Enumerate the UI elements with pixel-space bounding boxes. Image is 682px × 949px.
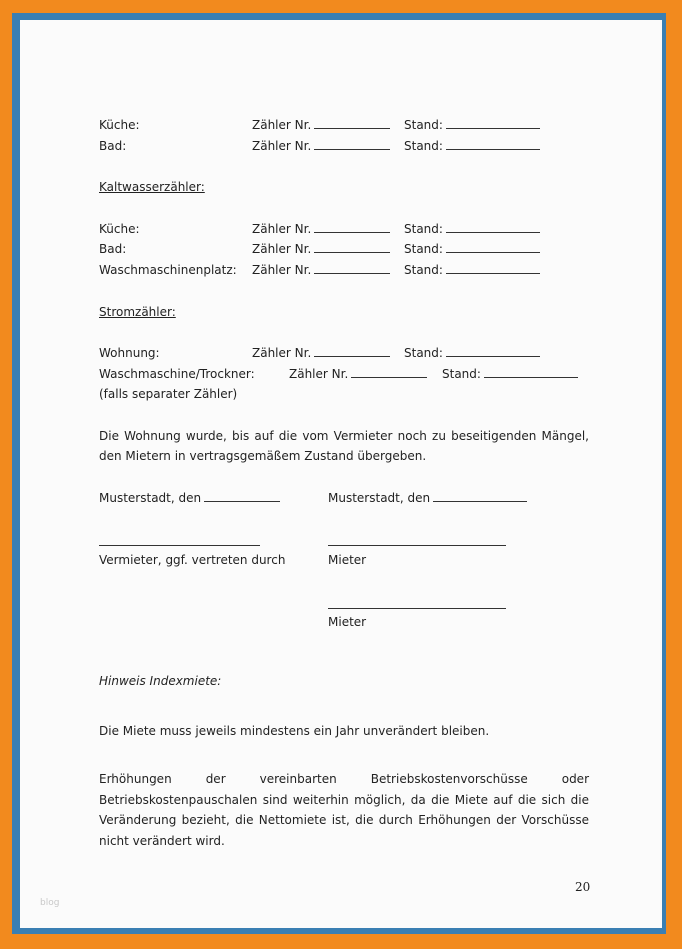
signature-line-mieter-1 bbox=[328, 544, 506, 546]
meter-reading: Stand: bbox=[404, 219, 540, 239]
meter-reading: Stand: bbox=[404, 343, 540, 363]
signature-line-mieter-2 bbox=[328, 607, 506, 609]
meter-note: (falls separater Zähler) bbox=[99, 387, 238, 401]
signature-place-left: Musterstadt, den bbox=[99, 488, 280, 508]
meter-reading: Stand: bbox=[404, 115, 540, 135]
meter-label: Waschmaschinenplatz: bbox=[99, 263, 237, 277]
page-number: 20 bbox=[575, 880, 591, 894]
meter-reading: Stand: bbox=[404, 136, 540, 156]
meter-number: Zähler Nr. bbox=[252, 239, 390, 259]
meter-number: Zähler Nr. bbox=[252, 343, 390, 363]
hinweis-paragraph-2: Erhöhungen der vereinbarten Betriebskostenvorschüsse oder Betriebskostenpauschalen sind weiterhin möglich, da die Miete auf die sich die Veränderung bezieht, die Nettomiete ist, die durch Erhöhungen der Vorschüsse nicht verändert wird. bbox=[99, 772, 589, 848]
signature-place-right: Musterstadt, den bbox=[328, 488, 527, 508]
hinweis-paragraph-1: Die Miete muss jeweils mindestens ein Jahr unverändert bleiben. bbox=[99, 724, 490, 738]
hinweis-heading: Hinweis Indexmiete: bbox=[99, 674, 222, 688]
meter-reading: Stand: bbox=[404, 260, 540, 280]
meter-number: Zähler Nr. bbox=[289, 364, 427, 384]
meter-reading: Stand: bbox=[442, 364, 578, 384]
signature-label-vermieter: Vermieter, ggf. vertreten durch bbox=[99, 553, 286, 567]
meter-number: Zähler Nr. bbox=[252, 260, 390, 280]
meter-label: Bad: bbox=[99, 139, 127, 153]
signature-label-mieter-1: Mieter bbox=[328, 553, 367, 567]
section-heading-strom: Stromzähler: bbox=[99, 305, 176, 319]
meter-label: Wohnung: bbox=[99, 346, 160, 360]
signature-label-mieter-2: Mieter bbox=[328, 615, 367, 629]
document-page bbox=[20, 20, 662, 928]
signature-line-vermieter bbox=[99, 544, 260, 546]
meter-label: Waschmaschine/Trockner: bbox=[99, 367, 255, 381]
meter-number: Zähler Nr. bbox=[252, 115, 390, 135]
meter-label: Bad: bbox=[99, 242, 127, 256]
section-heading-kaltwasser: Kaltwasserzähler: bbox=[99, 180, 205, 194]
handover-text: Die Wohnung wurde, bis auf die vom Vermieter noch zu beseitigenden Mängel, den Mietern in vertragsgemäßem Zustand übergeben. bbox=[99, 429, 589, 463]
meter-label: Küche: bbox=[99, 118, 140, 132]
meter-number: Zähler Nr. bbox=[252, 136, 390, 156]
meter-number: Zähler Nr. bbox=[252, 219, 390, 239]
meter-label: Küche: bbox=[99, 222, 140, 236]
watermark-text: blog bbox=[40, 898, 60, 908]
meter-reading: Stand: bbox=[404, 239, 540, 259]
